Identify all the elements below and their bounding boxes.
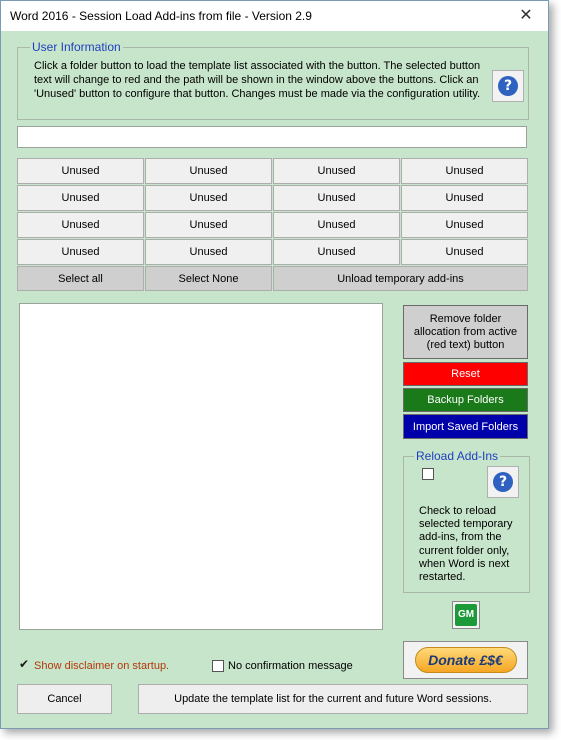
template-listbox[interactable] [19, 303, 383, 630]
reload-addins-legend: Reload Add-Ins [416, 449, 499, 463]
user-info-help-button[interactable] [492, 70, 524, 102]
select-all-button[interactable]: Select all [17, 266, 144, 291]
no-confirmation-label: No confirmation message [228, 660, 353, 672]
reload-addins-checkbox[interactable] [422, 468, 434, 480]
gm-logo-icon: GM [455, 604, 477, 626]
gm-button[interactable] [452, 601, 480, 629]
folder-button[interactable]: Unused [145, 185, 272, 211]
folder-button[interactable]: Unused [145, 239, 272, 265]
folder-button[interactable]: Unused [401, 158, 528, 184]
help-icon: ? [498, 76, 518, 96]
folder-button[interactable]: Unused [17, 212, 144, 238]
select-none-button[interactable]: Select None [145, 266, 272, 291]
folder-button[interactable]: Unused [273, 239, 400, 265]
folder-button[interactable]: Unused [273, 185, 400, 211]
folder-button[interactable]: Unused [401, 212, 528, 238]
folder-button[interactable]: Unused [401, 239, 528, 265]
reset-button[interactable]: Reset [403, 362, 528, 386]
donate-button[interactable] [403, 641, 528, 679]
folder-button[interactable]: Unused [145, 212, 272, 238]
reload-help-button[interactable] [487, 466, 519, 498]
show-disclaimer-label: Show disclaimer on startup. [34, 660, 170, 672]
import-saved-folders-button[interactable]: Import Saved Folders [403, 414, 528, 439]
update-template-list-button[interactable]: Update the template list for the current and future Word sessions. [138, 684, 528, 714]
donate-icon: Donate £$€ [415, 647, 517, 673]
user-info-text: Click a folder button to load the template list associated with the button. The selected button text will change to red and the path will be shown in the window above the buttons. Click an 'Unused' button to configure that button. Changes must be made via the configuration utility. [34, 60, 481, 100]
user-info-group [17, 40, 529, 120]
folder-button[interactable]: Unused [273, 158, 400, 184]
folder-button[interactable]: Unused [17, 239, 144, 265]
user-info-legend: User Information [32, 40, 121, 54]
folder-button[interactable]: Unused [17, 185, 144, 211]
remove-folder-allocation-button[interactable]: Remove folder allocation from active (red text) button [403, 305, 528, 359]
folder-button[interactable]: Unused [273, 212, 400, 238]
reload-addins-description: Check to reload selected temporary add-ins, from the current folder only, when Word is next restarted. [419, 505, 513, 584]
path-display [17, 126, 527, 148]
unload-temporary-addins-button[interactable]: Unload temporary add-ins [273, 266, 528, 291]
window-title: Word 2016 - Session Load Add-ins from file - Version 2.9 [10, 9, 312, 23]
help-icon: ? [493, 472, 513, 492]
folder-button[interactable]: Unused [145, 158, 272, 184]
title-bar [1, 1, 548, 31]
show-disclaimer-checkbox[interactable]: ✔ [18, 657, 30, 671]
close-icon[interactable]: ✕ [519, 7, 533, 24]
folder-button[interactable]: Unused [401, 185, 528, 211]
no-confirmation-checkbox[interactable] [212, 660, 224, 672]
folder-button[interactable]: Unused [17, 158, 144, 184]
cancel-button[interactable]: Cancel [17, 684, 112, 714]
backup-folders-button[interactable]: Backup Folders [403, 388, 528, 412]
